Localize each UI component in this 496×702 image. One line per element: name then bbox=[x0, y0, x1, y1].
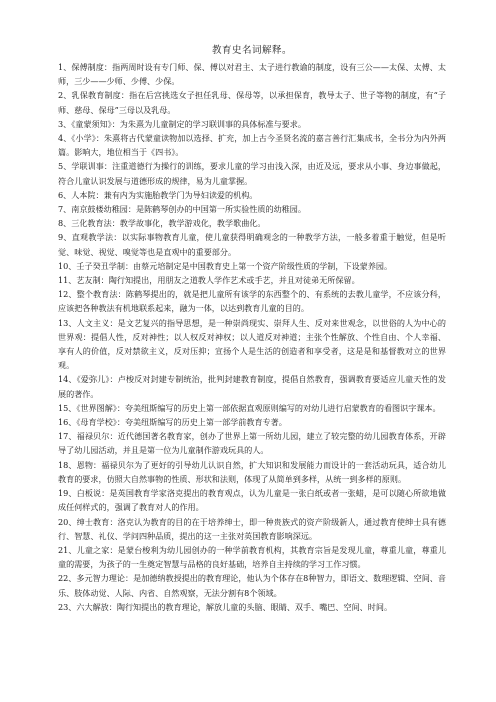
definition-entry: 23、六大解放：陶行知提出的教育理论，解放儿童的头脑、眼睛、双手、嘴巴、空间、时间。 bbox=[58, 601, 393, 612]
definition-entry: 9、直观教学法：以实际事物教育儿童，使儿童获得明确观念的一种教学方法，一般多着重于触觉，但是听觉、味觉、视觉、嗅觉等也是直观中的重要部分。 bbox=[58, 232, 446, 257]
definition-entry: 15、《世界图解》：夸美纽斯编写的历史上第一部依据直观原则编写的对幼儿进行启蒙教育的看图识字课本。 bbox=[58, 402, 441, 413]
entry-list bbox=[58, 60, 446, 614]
definition-entry: 5、学联训事：注重道德行为操行的训练，要求儿童的学习由浅入深，由近及远，要求从小事、身边事做起，符合儿童认识发展与道德形成的规律，易为儿童掌握。 bbox=[58, 161, 446, 186]
definition-entry: 22、多元智力理论：是加德纳教授提出的教育理论，他认为个体存在8种智力，即语文、数理逻辑、空间、音乐、肢体动觉、人际、内省、自然观察，无法分割有8个领域。 bbox=[58, 573, 446, 598]
definition-entry: 2、乳保教育制度：指在后宫挑选女子担任乳母、保母等，以承担保育，教导太子、世子等物的制度，有“子师、慈母、保母”三母以及乳母。 bbox=[58, 90, 446, 115]
definition-entry: 4、《小学》：朱熹将古代蒙童读物加以选择、扩充，加上古今圣贤名流的嘉言善行汇集成书，全书分为内外两篇。影响大，地位相当于《四书》。 bbox=[58, 133, 446, 158]
definition-entry: 16、《母育学校》：夸美纽斯编写的历史上第一部学前教育专著。 bbox=[58, 417, 287, 428]
definition-entry: 12、整个教育法：陈鹤琴提出的，就是把儿童所有该学的东西整个的、有系统的去教儿童学，不应该分科，应该把各种教法有机地联系起来，融为一体，以达到教育儿童的目的。 bbox=[58, 289, 446, 314]
definition-entry: 14、《爱弥儿》：卢梭反对封建专制统治，批判封建教育制度，提倡自然教育，强调教育要适应儿童天性的发展的著作。 bbox=[58, 374, 446, 399]
document-title: 教育史名词解释。 bbox=[211, 45, 292, 56]
definition-entry: 10、壬子癸丑学制：由蔡元培制定是中国教育史上第一个资产阶级性质的学制，下设蒙养园。 bbox=[58, 260, 393, 271]
definition-entry: 6、人本院：兼有内为实施胎教学门为导妇读爱的机构。 bbox=[58, 189, 258, 200]
definition-entry: 7、南京鼓楼幼稚园：是陈鹤琴创办的中国第一所实验性质的幼稚园。 bbox=[58, 204, 306, 215]
definition-entry: 1、保傅制度：指两周时设有专门师、保、傅以对君主、太子进行教谕的制度，设有三公——太保、太傅、太师，三少——少师、少傅、少保。 bbox=[58, 62, 446, 87]
definition-entry: 11、艺友制：陶行知提出，用朋友之道教人学作艺术或手艺，并且对徒弟无所保留。 bbox=[58, 275, 360, 286]
definition-entry: 17、福禄贝尔：近代德国著名教育家，创办了世界上第一所幼儿园，建立了较完整的幼儿园教育体系，开辟导了幼儿园活动，并且是第一位为儿童制作游戏玩具的人。 bbox=[58, 431, 446, 456]
definition-entry: 3、《童蒙须知》：为朱熹为儿童制定的学习联训事的具体标准与要求。 bbox=[58, 118, 306, 129]
definition-entry: 19、白板说：是英国教育学家洛克提出的教育观点，认为儿童是一张白纸或者一张蜡，是可以随心所欲地做成任何样式的，强调了教育对人的作用。 bbox=[58, 488, 446, 513]
definition-entry: 21、儿童之家：是蒙台梭利为幼儿园创办的一种学前教育机构，其教育宗旨是发现儿童，尊重儿童，尊重儿童的需要，为孩子的一生奠定智慧与品格的良好基础，培养自主持续的学习工作习惯。 bbox=[58, 544, 446, 570]
definition-entry: 8、三化教育法：教学故事化，教学游戏化，教学歌曲化。 bbox=[58, 218, 266, 229]
definition-entry: 18、恩物：福禄贝尔为了更好的引导幼儿认识自然，扩大知识和发展能力而设计的一套活动玩具，适合幼儿教育的要求，仿照大自然事物的性质、形状和法则，体现了从简单到多样，从统一到多样的原则。 bbox=[58, 459, 446, 484]
definition-entry: 13、人文主义：是文艺复兴的指导思想，是一种崇尚现实、崇拜人生、反对来世观念，以世俗的人为中心的世界观：提倡人性，反对神性；以人权反对神权；以人道反对神道；主张个性解放、个性自由、个人幸福、享有人的价值，反对禁欲主义，反对压抑；宣扬个人是生活的创造者和享受者，这是是和基督教对立的世界观。 bbox=[58, 317, 446, 371]
definition-entry: 20、绅士教育：洛克认为教育的目的在于培养绅士，即一种贵族式的资产阶级新人，通过教育使绅士具有德行、智慧、礼仪、学问四种品质，提出的这一主张对英国教育影响深远。 bbox=[58, 516, 446, 541]
